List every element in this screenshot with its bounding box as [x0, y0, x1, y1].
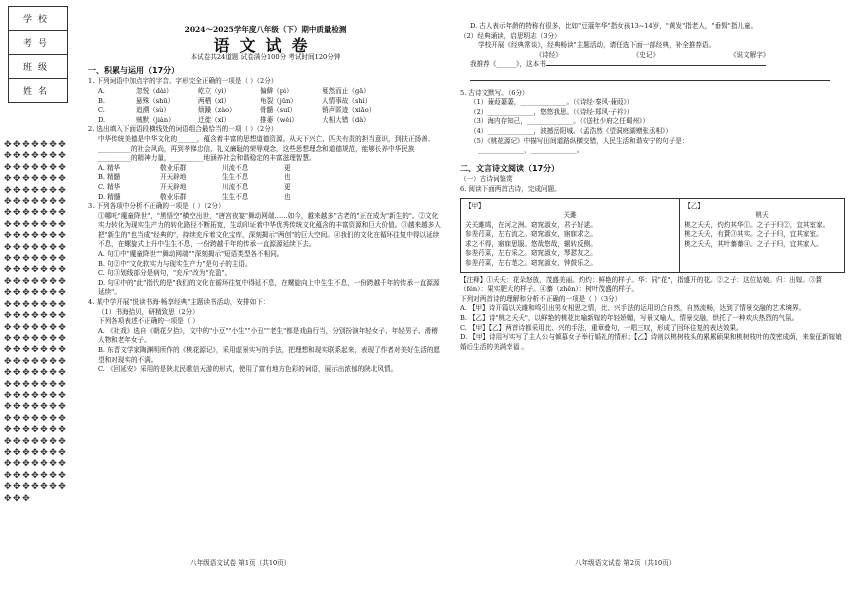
- q5-line-2[interactable]: （2）______________，悠悠我思。（《诗经·郑风·子衿》）: [470, 107, 634, 116]
- book-list: [460, 51, 845, 61]
- poem-b: [680, 199, 844, 272]
- q4-option-c[interactable]: C. 《回延安》采用的是陕北民歌信天游的形式，使用了富有地方色彩的词语，展示出浓郁的陕北风情。: [98, 365, 398, 374]
- q2-options-row-1[interactable]: A. 精华 敬业乐群 川流不息 更: [98, 163, 291, 172]
- poem-b-line: 桃之夭夭，其叶蓁蓁④。之子于归，宜其家人。: [684, 239, 823, 248]
- poem-box: [460, 198, 845, 273]
- q5-line-5: （5）《桃花源记》中描写田间道路纵横交错，人民生活和谐安宁的句子是：: [470, 136, 689, 145]
- recommend-line[interactable]: 我推荐《______》，这本书: [460, 60, 845, 70]
- book-option-shijing[interactable]: 《诗经》: [535, 50, 562, 59]
- q1-option-a[interactable]: A. 忽悦（dài） 屹立（yì） 偏僻（pì） 戛然而止（gā）: [98, 86, 370, 95]
- section-1-heading: 一、积累与运用（17分）: [88, 65, 180, 75]
- poem-a-title: 关雎: [563, 211, 577, 220]
- question-6: 6. 阅读下面两首古诗，完成问题。: [460, 184, 561, 193]
- student-info-table: [8, 6, 68, 103]
- q1-option-c[interactable]: C. 追溯（sù） 烦躁（zào） 骨髓（suǐ） 销声匿迹（xiāo）: [98, 106, 376, 115]
- poem-a-line: 参差荇菜，左右芼之。窈窕淑女，钟鼓乐之。: [465, 259, 597, 268]
- q2-options-row-2b[interactable]: D. 精髓 敬业乐群 生生不息 也: [98, 192, 291, 201]
- book-option-shuowen[interactable]: 《说文解字》: [729, 50, 770, 59]
- q6-question: 下列对两首诗的理解和分析不正确的一项是（ ）（3分）: [460, 294, 622, 303]
- poem-notes: 【注释】①夭夭：花朵怒放，茂盛美丽。灼灼：鲜艳的样子。华：同"花"，指盛开的花。②之子：这位姑娘。归：出嫁。③蕡（fén）：果实肥大的样子。④蓁（zhēn）：树叶茂盛的样子。: [460, 275, 823, 294]
- page-2-footer: 八年级语文试卷 第2页（共10页）: [575, 559, 676, 567]
- q4-sub2: （2）经典诵读，启思明志（3分）: [460, 31, 561, 40]
- question-3: 3. 下列各项中分析不正确的一项是（ ）（2分）: [88, 202, 225, 211]
- page-1-footer: 八年级语文试卷 第1页（共10页）: [190, 559, 291, 567]
- q6-option-c[interactable]: C. 【甲】【乙】两首诗都采用比、兴的手法，重章叠句，一唱三叹，形成了回环往复的表达效果。: [460, 323, 743, 332]
- q2-options-row-1b[interactable]: B. 精髓 开天辟地 生生不息 也: [98, 173, 291, 182]
- q3-passage: ①哪吒"魔童降世"，"黑悟空"横空出世，"唐宫夜宴"舞动网端……如今，越来越多"古老的"正在成为"新生的"。②文化实力转化为现实生产力的转化路径不断拓宽，生动印证着中华优秀传统文化蕴含的丰富资源和巨大价值。③越来越多人把"新生的"也当成"经典的"，持续充斥着文化宝库，深刻揭示"两创"的巨大空间。④我们的文化在循环往复中得以延续不息，在螺旋式上升中生生不息，一份跨越千年的传承一直源源延续下去。: [98, 211, 441, 249]
- right-column: [460, 22, 845, 352]
- q5-line-3[interactable]: （3）海内存知己，______________。（《送杜少府之任蜀州》）: [470, 117, 649, 126]
- recommend-line-2[interactable]: [460, 70, 845, 81]
- poem-a-line: 参差荇菜，左右流之。窈窕淑女，寤寐求之。: [465, 230, 597, 239]
- q4-option-b[interactable]: B. 东晋文学家陶渊明所作的《桃花源记》，采用虚景实写的手法，把理想和现实联系起来，表现了作者对美好生活的愿望和对现实的不满。: [98, 346, 441, 364]
- q5-line-5-blank[interactable]: ______________，______________。: [478, 146, 584, 155]
- q2-options-row-2[interactable]: C. 精华 开天辟地 川流不息 更: [98, 182, 291, 191]
- section-2-sub: （一）古诗词鉴赏: [460, 175, 513, 184]
- q1-option-d[interactable]: D. 贼默（jiàn） 迁徙（xǐ） 推萎（wěi） 大相大错（dà）: [98, 115, 370, 124]
- q3-option-d[interactable]: D. 句④中的"此"指代的是"我们的文化在循环往复中得延不息，在螺旋向上中生生不息，一份跨越千年的传承一直源源延续"。: [98, 278, 440, 297]
- exam-number-field[interactable]: 考号: [9, 31, 67, 55]
- q6-option-b[interactable]: B. 【乙】诗"桃之夭夭"，以鲜艳的桃花比喻新嫁的年轻娇媚，写景又喻人，情景交融，烘托了一种欢庆热烈的气氛。: [460, 314, 799, 323]
- q4-sub1-question: 下列各项表述不正确的一项是（ ）: [98, 317, 200, 326]
- poem-a-line: 关关雎鸠，在河之洲。窈窕淑女，君子好逑。: [465, 220, 597, 229]
- q3-option-a[interactable]: A. 句①中"魔童降世""舞动网端""深刻揭示"短语类型各不相同。: [98, 250, 284, 259]
- question-1: 1. 下列词语中加点字的字音、字形完全正确的一项是（ ）（2分）: [88, 77, 278, 86]
- poem-b-line: 桃之夭夭，有蕡③其实。之子于归，宜其家室。: [684, 230, 823, 239]
- q3-option-b[interactable]: B. 句②中"文化软实力与现实生产力"是句子的主语。: [98, 259, 252, 268]
- book-option-shiji[interactable]: 《史记》: [632, 50, 660, 59]
- q3-option-c[interactable]: C. 句③划线部分是病句，"充斥"改为"充盈"。: [98, 269, 232, 278]
- q6-option-d[interactable]: D. 【甲】诗用写实写了主人公与倾慕女子举行婚礼的情形；【乙】诗则以桃树枝头的累累硕果和桃树枝叶的茂密成荫，来象征新嫁娘婚后生活的美满幸福 。: [460, 333, 842, 351]
- poem-a: [461, 199, 680, 272]
- exam-name: 2024～2025学年度八年级（下）期中质量检测: [184, 25, 347, 34]
- poem-a-label: 【甲】: [465, 201, 485, 210]
- q2-passage: 中华传统美德是中华文化的______，蕴含着丰富的思想道德资源。从天下兴亡、匹夫有责的担当意识，到扶正扬善、__________的社会风尚，再到孝悌忠信、礼义廉耻的荣辱观念，这些思想理念和道德规范，能够长养中华民族__________的精神力量，__________地涵养社会和谐稳定的丰富滋理智慧。: [98, 134, 435, 163]
- q6-option-a[interactable]: A. 【甲】诗开篇以关雎和鸣引出男女相思之情，比、兴手法的运用切合自然，自然流畅，达到了情景交融的艺术境界。: [460, 304, 806, 313]
- q1-option-b[interactable]: B. 悬殊（shū） 两栖（xī） 龟裂（jūn） 人情事故（shì）: [98, 96, 372, 105]
- poem-a-line: 参差荇菜，左右采之。窈窕淑女，琴瑟友之。: [465, 249, 597, 258]
- school-field[interactable]: 学校: [9, 7, 67, 31]
- page-title: 语文试卷: [213, 35, 318, 55]
- question-5: 5. 古诗文默写。（6分）: [460, 88, 529, 97]
- name-field[interactable]: 姓名: [22, 87, 53, 97]
- poem-b-label: 【乙】: [684, 201, 705, 210]
- question-4: 4. 某中学开展"悦读书海·畅享经典"主题读书活动，安排如下：: [88, 298, 270, 307]
- section-2-heading: 二、文言诗文阅读（17分）: [460, 163, 560, 173]
- left-column: [88, 22, 443, 375]
- q5-line-4[interactable]: （4）______________，波撼岳阳城。（孟浩然《望洞庭湖赠张丞相》）: [470, 126, 673, 135]
- poem-b-title: 桃夭: [755, 211, 769, 220]
- class-field[interactable]: 班级: [9, 55, 67, 79]
- q1-options: [88, 87, 443, 125]
- binding-strip: [0, 0, 72, 595]
- question-2: 2. 选出填入下面语段横线处的词语组合最恰当的一项（ ）（2分）: [88, 125, 278, 134]
- q4-sub1: （1）书海拾贝，研精致思（2分）: [98, 307, 199, 316]
- q4-sub2-text: 学校开展《经典常谈》，经典畅读"主题活动，请任选下面一部经典，补全推荐语。: [478, 41, 716, 50]
- q4-option-a[interactable]: A. 《社戏》选自《朝花夕拾》，文中的"小豆""小生""小丑""老生"都是戏曲行当，分别扮演年轻女子、年轻男子、滑稽人物和老年女子。: [98, 326, 438, 345]
- poem-a-line: 求之不得，寤寐思服。悠哉悠哉，辗转反侧。: [465, 239, 597, 248]
- q5-line-1[interactable]: （1）蒹葭萋萋，______________。（《诗经·秦风·蒹葭》）: [470, 98, 634, 107]
- poem-b-line: 桃之夭夭，灼灼其华①。之子于归②，宜其室家。: [684, 220, 830, 229]
- binding-pattern: ✥✥✥✥✥✥✥✥✥✥✥✥✥✥✥✥✥✥✥✥✥✥✥✥✥✥✥✥✥✥✥✥✥✥✥✥✥✥✥✥✥✥✥✥✥✥✥✥✥✥✥✥✥✥✥✥✥✥✥✥✥✥✥✥✥✥✥✥✥✥✥✥✥✥✥✥✥✥✥✥✥✥✥✥✥✥✥✥✥✥✥✥✥✥✥✥✥✥✥✥✥✥✥✥✥✥✥✥✥✥✥✥✥✥✥✥✥✥✥✥✥✥✥✥✥✥✥✥✥✥✥✥✥✥✥✥✥✥✥✥✥✥✥✥✥✥✥✥✥✥✥✥✥✥✥✥✥✥✥✥✥✥✥✥✥✥✥✥✥✥✥✥✥✥✥✥✥✥✥✥✥✥✥✥✥✥✥✥✥✥✥✥✥✥✥✥✥✥✥✥✥✥✥✥✥✥✥✥✥✥✥✥✥✥✥✥✥✥✥✥: [4, 140, 68, 504]
- exam-info: 本试卷共24道题 试卷满分100分 考试时间120分钟: [190, 53, 341, 62]
- q4-option-d[interactable]: D. 古人表示年龄的特称有很多，比如"豆蔻年华"指女孩13~14岁，"黄发"指老人，"垂髫"指儿童。: [470, 22, 758, 30]
